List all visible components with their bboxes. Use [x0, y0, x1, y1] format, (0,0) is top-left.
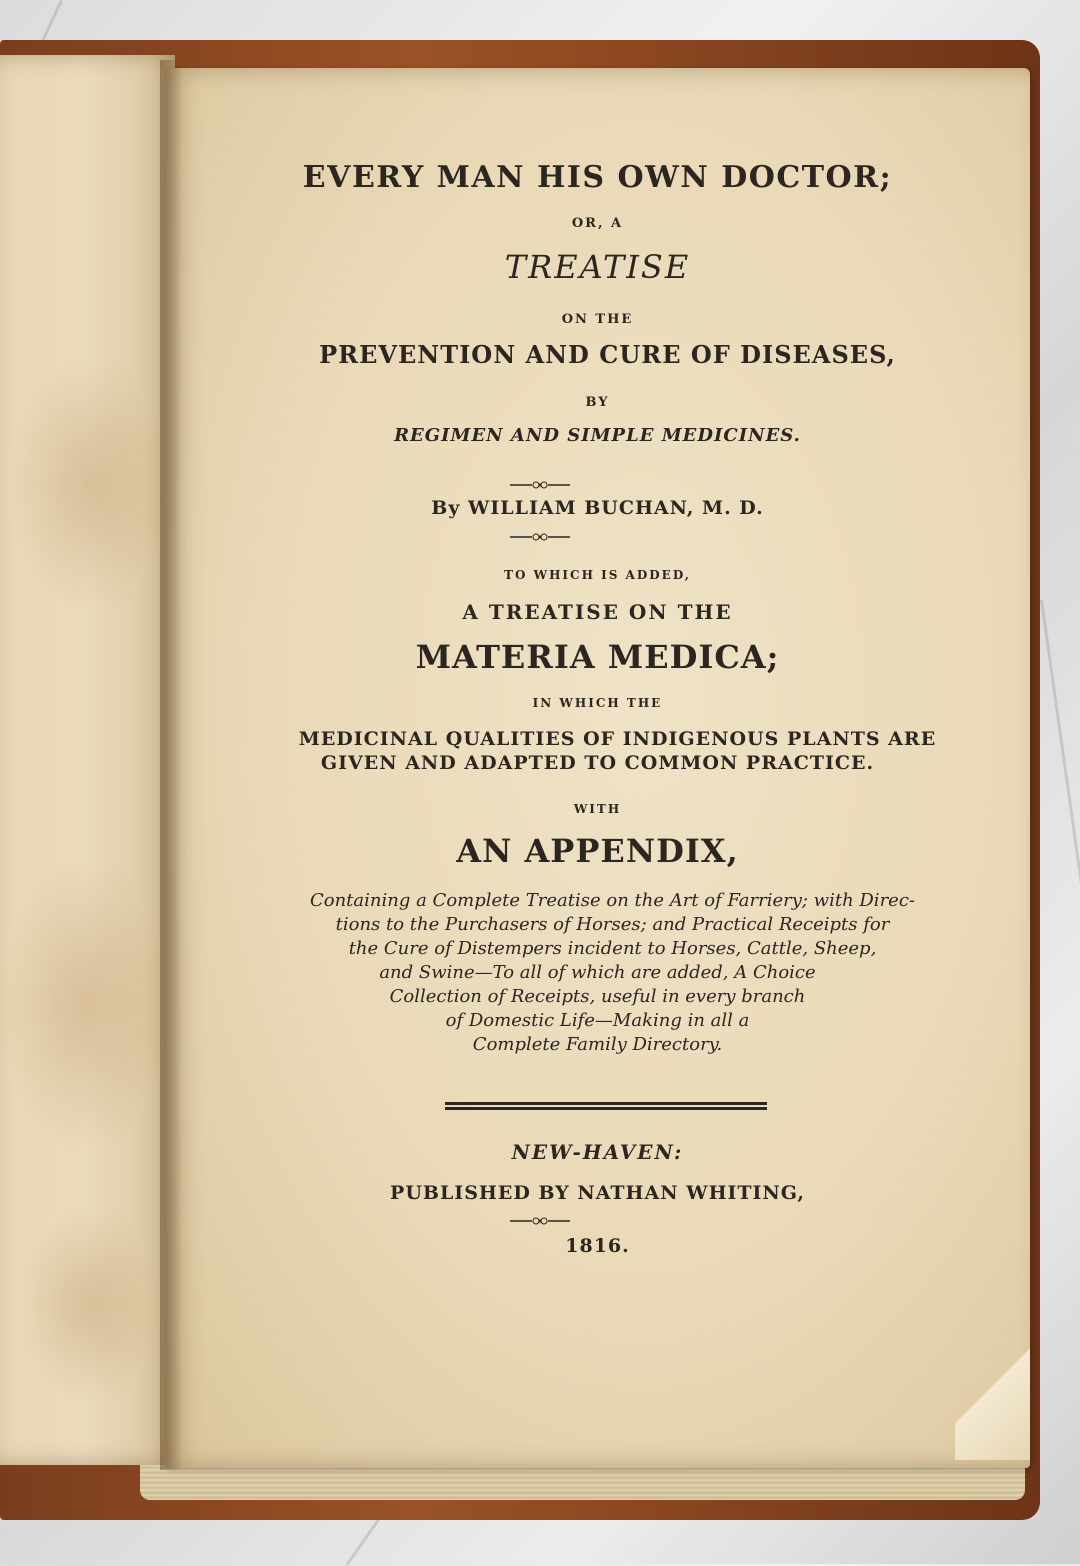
added-intro: TO WHICH IS ADDED, [504, 568, 691, 582]
appendix-description-line: the Cure of Distempers incident to Horses, Cattle, Sheep, [348, 938, 877, 959]
title-connector: ON THE [561, 312, 634, 327]
water-stain [10, 355, 170, 615]
appendix-description-line: Complete Family Directory. [472, 1034, 723, 1055]
medicinal-line-2: GIVEN AND ADAPTED TO COMMON PRACTICE. [320, 752, 875, 774]
added-title: A TREATISE ON THE [462, 600, 733, 624]
double-rule [445, 1102, 767, 1110]
title-connector: OR, A [571, 216, 624, 231]
title-connector: BY [585, 395, 610, 410]
appendix-description-line: Collection of Receipts, useful in every branch [389, 986, 806, 1007]
medicinal-line-1: MEDICINAL QUALITIES OF INDIGENOUS PLANTS ARE [298, 728, 937, 750]
ornament-divider [510, 480, 570, 490]
left-endpaper [0, 55, 175, 1465]
ornament-divider [510, 1216, 570, 1226]
title-subject: PREVENTION AND CURE OF DISEASES, [319, 340, 896, 369]
marble-vein [1040, 600, 1080, 997]
author-line: By WILLIAM BUCHAN, M. D. [431, 497, 764, 519]
title-line: EVERY MAN HIS OWN DOCTOR; [302, 160, 893, 195]
in-which: IN WHICH THE [532, 696, 663, 710]
materia-title: MATERIA MEDICA; [415, 638, 780, 676]
water-stain [20, 1205, 160, 1405]
appendix-description-line: and Swine—To all of which are added, A Choice [379, 962, 816, 983]
title-method: REGIMEN AND SIMPLE MEDICINES. [394, 425, 801, 446]
appendix-description-line: of Domestic Life—Making in all a [445, 1010, 750, 1031]
year-line: 1816. [565, 1235, 630, 1257]
appendix-description-line: tions to the Purchasers of Horses; and Practical Receipts for [335, 914, 890, 935]
title-treatise: TREATISE [504, 248, 691, 286]
marble-vein [346, 1515, 383, 1566]
page-corner-tear [955, 1330, 1030, 1460]
appendix-title: AN APPENDIX, [456, 832, 739, 870]
with-line: WITH [573, 802, 622, 816]
place-line: NEW-HAVEN: [511, 1140, 684, 1164]
appendix-description-line: Containing a Complete Treatise on the Art of Farriery; with Direc- [309, 890, 915, 911]
publisher-line: PUBLISHED BY NATHAN WHITING, [390, 1182, 805, 1204]
water-stain [0, 855, 170, 1155]
ornament-divider [510, 532, 570, 542]
